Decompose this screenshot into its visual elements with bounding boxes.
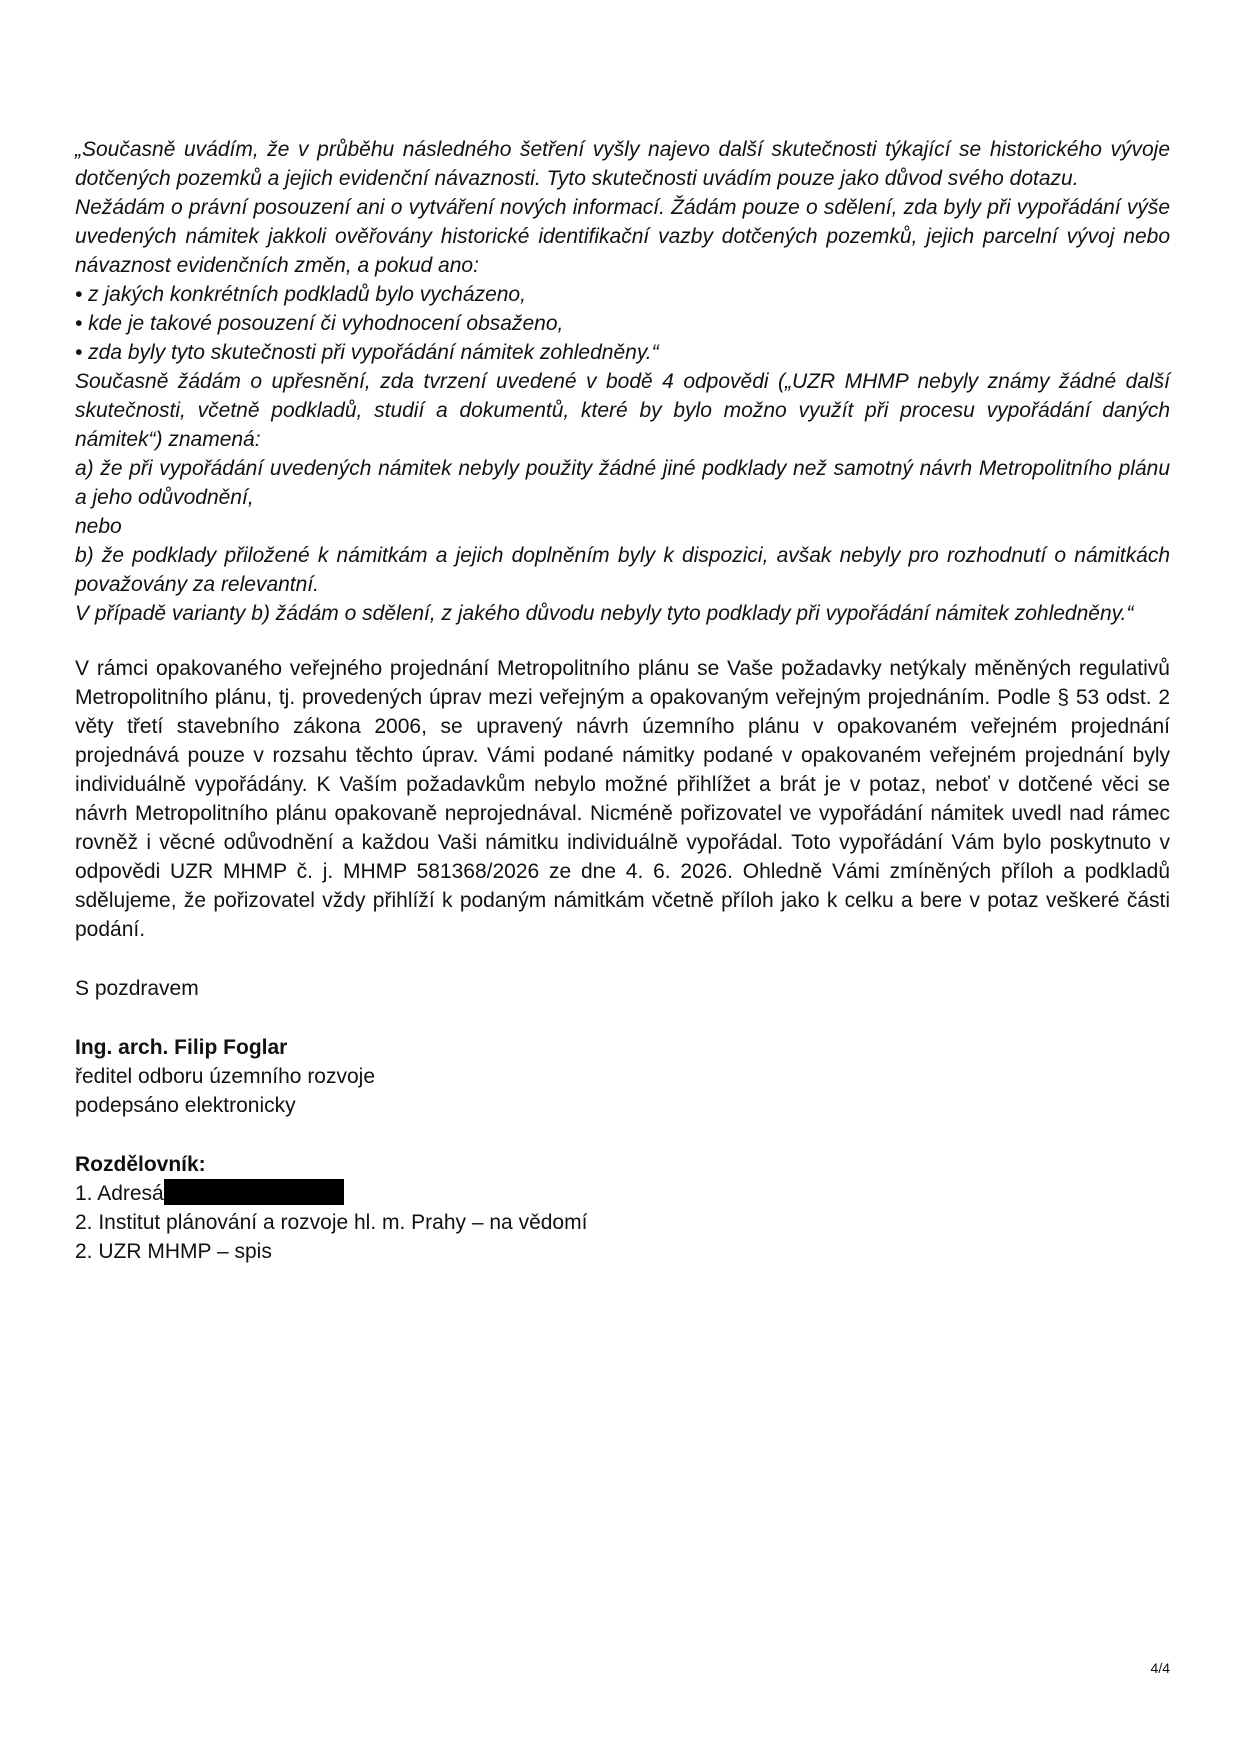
page-number: 4/4 [1150,1660,1170,1676]
quote-bullet-3: • zda byly tyto skutečnosti při vypořádání námitek zohledněny.“ [75,341,659,364]
distribution-item-3: 2. UZR MHMP – spis [75,1240,272,1263]
quoted-request [75,135,1170,628]
signer-name: Ing. arch. Filip Foglar [75,1036,288,1059]
greeting: S pozdravem [75,977,199,1000]
distribution-heading: Rozdělovník: [75,1153,206,1176]
distribution-list [75,1150,1170,1266]
quote-paragraph-1: „Současně uvádím, že v průběhu následného šetření vyšly najevo další skutečnosti týkající se historického vývoje dotčených pozemků a jejich evidenční návaznosti. Tyto skutečnosti uvádím pouze jako důvod svého dotazu. [75,138,1170,190]
signer-title: ředitel odboru územního rozvoje [75,1065,376,1088]
distribution-item-2: 2. Institut plánování a rozvoje hl. m. Prahy – na vědomí [75,1211,588,1234]
response-paragraph: V rámci opakovaného veřejného projednání Metropolitního plánu se Vaše požadavky netýkaly měněných regulativů Metropolitního plánu, tj. provedených úprav mezi veřejným a opakovaným veřejným projednáním. Podle § 53 odst. 2 věty třetí stavebního zákona 2006, se upravený návrh územního plánu v opakovaném veřejném projednání projednává pouze v rozsahu těchto úprav. Vámi podané námitky podané v opakovaném veřejném projednání byly individuálně vypořádány. K Vaším požadavkům nebylo možné přihlížet a brát je v potaz, neboť v dotčené věci se návrh Metropolitního plánu opakovaně neprojednával. Nicméně pořizovatel ve vypořádání námitek uvedl nad rámec rovněž i věcné odůvodnění a každou Vaši námitku individuálně vypořádal. Toto vypořádání Vám bylo poskytnuto v odpovědi UZR MHMP č. j. MHMP 581368/2026 ze dne 4. 6. 2026. Ohledně Vámi zmíněných příloh a podkladů sdělujeme, že pořizovatel vždy přihlíží k podaným námitkám včetně příloh jako k celku a bere v potaz veškeré části podání. [75,657,1170,941]
quote-paragraph-2: Nežádám o právní posouzení ani o vytváření nových informací. Žádám pouze o sdělení, zda byly při vypořádání výše uvedených námitek jakkoli ověřovány historické identifikační vazby dotčených pozemků, jejich parcelní vývoj nebo návaznost evidenčních změn, a pokud ano: [75,196,1170,277]
quote-paragraph-3: Současně žádám o upřesnění, zda tvrzení uvedené v bodě 4 odpovědi („UZR MHMP nebyly známy žádné další skutečnosti, včetně podkladů, studií a dokumentů, které by bylo možno využít při procesu vypořádání daných námitek“) znamená: [75,370,1170,451]
distribution-item-1 [75,1179,1170,1208]
quote-option-a: a) že při vypořádání uvedených námitek nebyly použity žádné jiné podklady než samotný návrh Metropolitního plánu a jeho odůvodnění, [75,457,1170,509]
signature-block [75,1033,1170,1120]
signature-note: podepsáno elektronicky [75,1094,296,1117]
quote-paragraph-7: V případě varianty b) žádám o sdělení, z jakého důvodu nebyly tyto podklady při vypořádání námitek zohledněny.“ [75,602,1134,625]
letter-page [75,135,1170,1266]
quote-bullet-1: • z jakých konkrétních podkladů bylo vycházeno, [75,283,526,306]
redaction-box [164,1179,344,1205]
quote-or: nebo [75,515,122,538]
distribution-item-1-text: 1. Adresá [75,1182,164,1205]
quote-option-b: b) že podklady přiložené k námitkám a jejich doplněním byly k dispozici, avšak nebyly pro rozhodnutí o námitkách považovány za relevantní. [75,544,1170,596]
quote-bullet-2: • kde je takové posouzení či vyhodnocení obsaženo, [75,312,564,335]
